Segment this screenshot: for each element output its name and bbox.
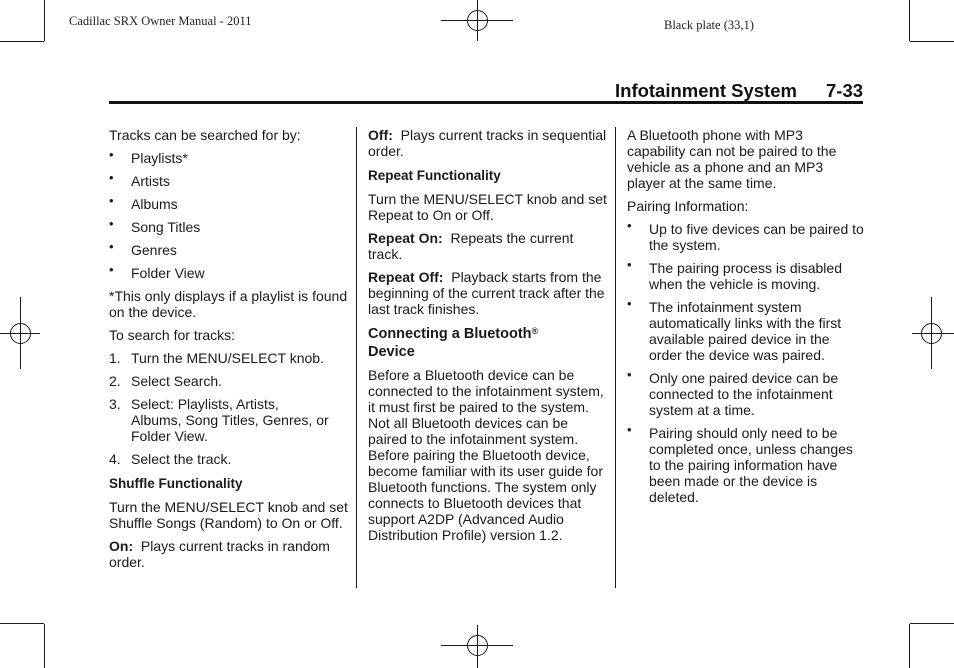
list-item: • The pairing process is disabled when the vehicle is moving. [627,257,842,292]
repeat-on-item: Repeat On: Repeats the current track. [368,230,574,262]
list-item: • Playlists* [109,147,188,166]
bullet-icon: • [109,170,114,185]
pairing-list [627,218,865,505]
step-item: 2. Select Search. [109,373,223,389]
bullet-icon: • [109,193,114,208]
step-item: 3. Select: Playlists, Artists, Albums, Song Titles, Genres, or Folder View. [109,396,329,444]
bullet-icon: • [109,262,114,277]
search-intro: Tracks can be searched for by: [109,127,301,143]
manual-title: Cadillac SRX Owner Manual - 2011 [69,14,252,28]
plate-info: Black plate (33,1) [664,18,754,32]
pairing-label: Pairing Information: [627,198,749,214]
list-item: • Folder View [109,262,205,281]
list-item: • Pairing should only need to be completed once, unless changes to the pairing information have been made or the device is deleted. [627,422,853,505]
bluetooth-text: Before a Bluetooth device can be connected to the infotainment system, it must first be paired to the system. Not all Bluetooth devices can be paired to the infotainment system. Before pairing the Bluetooth device, become familiar with its user guide for Bluetooth functions. The system only connects to Bluetooth devices that support A2DP (Advanced Audio Distribution Profile) version 1.2. [368,367,604,543]
repeat-off-item: Repeat Off: Playback starts from the beginning of the current track after the last track finishes. [368,269,605,317]
step-item: 1. Turn the MENU/SELECT knob. [109,350,324,366]
bullet-icon: • [627,296,632,311]
bullet-icon: • [627,422,632,437]
search-steps [109,350,349,467]
steps-intro: To search for tracks: [109,327,236,343]
shuffle-text: Turn the MENU/SELECT knob and set Shuffle Songs (Random) to On or Off. [109,499,348,531]
list-item: • Song Titles [109,216,201,235]
bullet-icon: • [109,216,114,231]
list-item: • Artists [109,170,170,189]
bluetooth-heading: Connecting a Bluetooth® Device [368,326,539,360]
page-number: 7-33 [826,80,864,101]
bullet-icon: • [109,147,114,162]
shuffle-on-item: On: Plays current tracks in random order. [109,538,330,570]
list-item: • Albums [109,193,178,212]
column-3 [627,127,865,512]
column-divider [356,127,357,588]
mp3-phone-note: A Bluetooth phone with MP3 capability can not be paired to the vehicle as a phone and an MP3 player at the same time. [627,127,837,191]
section-title: Infotainment System [615,80,797,101]
repeat-heading: Repeat Functionality [368,168,501,183]
header-rule [109,101,863,104]
bullet-icon: • [627,218,632,233]
shuffle-off-item: Off: Plays current tracks in sequential order. [368,127,607,159]
playlist-note: *This only displays if a playlist is found on the device. [109,288,348,320]
list-item: • Genres [109,239,177,258]
list-item: • The infotainment system automatically links with the first available paired device in the order the device was paired. [627,296,842,363]
shuffle-heading: Shuffle Functionality [109,476,243,491]
bullet-icon: • [627,257,632,272]
column-1 [109,127,349,577]
step-item: 4. Select the track. [109,451,232,467]
search-by-list [109,147,349,281]
column-2 [368,127,608,550]
list-item: • Up to five devices can be paired to the system. [627,218,864,253]
list-item: • Only one paired device can be connected to the infotainment system at a time. [627,367,839,418]
repeat-text: Turn the MENU/SELECT knob and set Repeat to On or Off. [368,191,607,223]
bullet-icon: • [627,367,632,382]
column-divider [615,127,616,588]
bullet-icon: • [109,239,114,254]
